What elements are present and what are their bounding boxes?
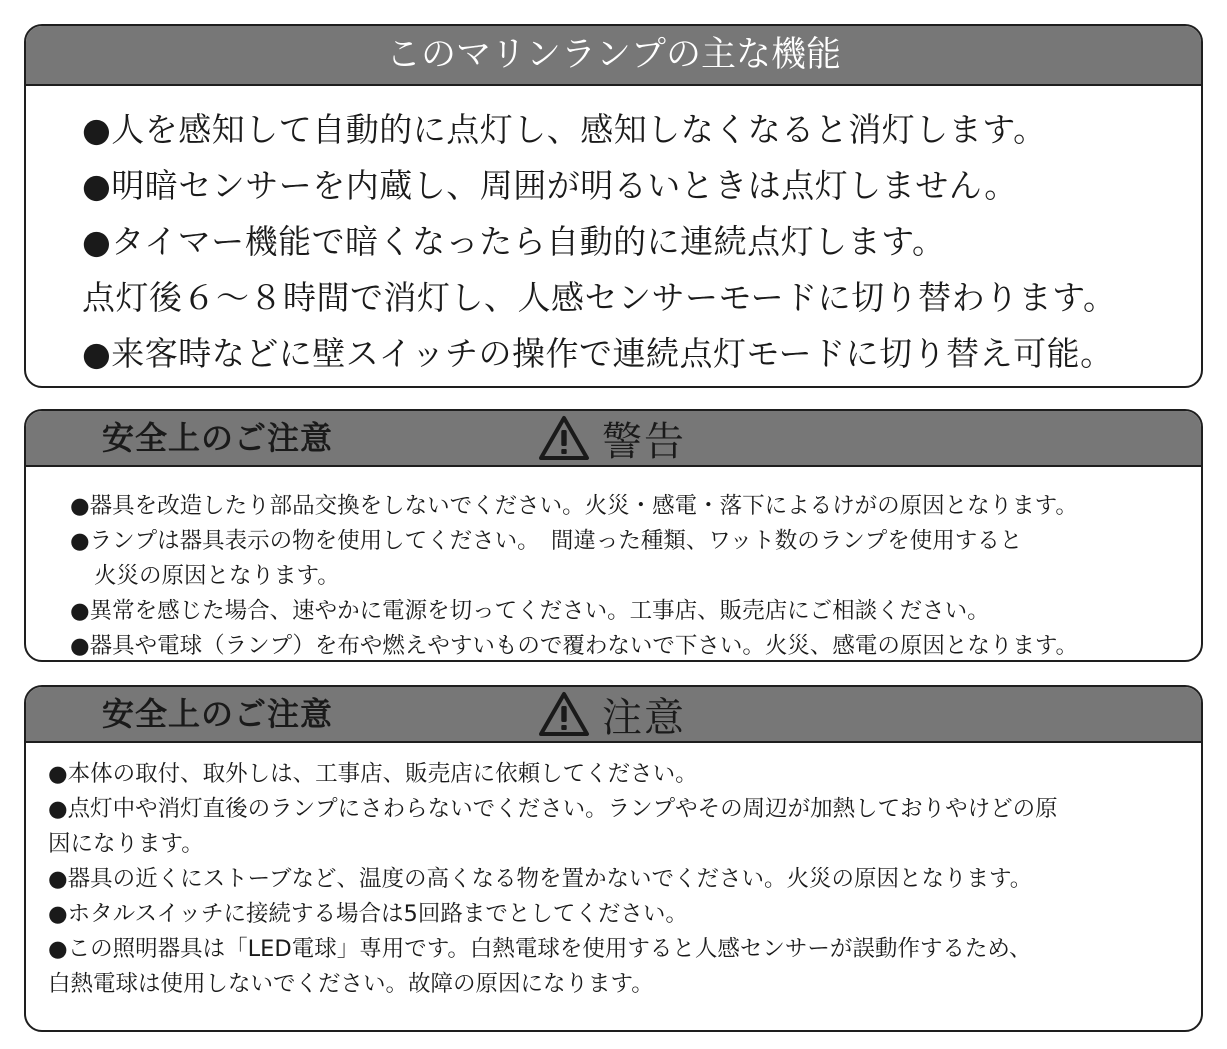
caution-line: ●点灯中や消灯直後のランプにさわらないでください。ランプやその周辺が加熱しておりやけどの原 — [48, 796, 1058, 822]
feature-line: ●人を感知して自動的に点灯し、感知しなくなると消灯します。 — [82, 110, 1047, 149]
caution-header — [26, 687, 1201, 743]
feature-line: ●明暗センサーを内蔵し、周囲が明るいときは点灯しません。 — [82, 166, 1018, 205]
caution-line: ●器具の近くにストーブなど、温度の高くなる物を置かないでください。火災の原因となります。 — [48, 866, 1033, 892]
caution-section-label: 安全上のご注意 — [102, 695, 334, 733]
features-header — [26, 26, 1201, 86]
caution-body — [26, 743, 1201, 1002]
warning-line: ●ランプは器具表示の物を使用してください。 間違った種類、ワット数のランプを使用すると — [70, 528, 1023, 554]
features-body — [26, 86, 1201, 382]
caution-panel — [24, 685, 1203, 1032]
warning-triangle-icon — [538, 415, 590, 461]
warning-title: 警告 — [602, 418, 686, 465]
warning-panel — [24, 409, 1203, 662]
warning-line: ●器具や電球（ランプ）を布や燃えやすいもので覆わないで下さい。火災、感電の原因となります。 — [70, 633, 1079, 659]
warning-heading — [538, 411, 686, 465]
warning-triangle-icon — [538, 691, 590, 737]
caution-title: 注意 — [602, 694, 686, 741]
caution-line: 白熱電球は使用しないでください。故障の原因になります。 — [48, 971, 654, 997]
warning-line: ●器具を改造したり部品交換をしないでください。火災・感電・落下によるけがの原因となります。 — [70, 493, 1078, 519]
warning-section-label: 安全上のご注意 — [102, 419, 334, 457]
feature-line: ●タイマー機能で暗くなったら自動的に連続点灯します。 — [82, 222, 946, 261]
caution-line: ●この照明器具は「LED電球」専用です。白熱電球を使用すると人感センサーが誤動作するため、 — [48, 936, 1032, 962]
warning-header — [26, 411, 1201, 467]
caution-line: 因になります。 — [48, 831, 204, 857]
features-panel — [24, 24, 1203, 388]
feature-line: 点灯後６～８時間で消灯し、人感センサーモードに切り替わります。 — [82, 278, 1117, 317]
features-title: このマリンランプの主な機能 — [385, 35, 841, 75]
warning-body — [26, 467, 1201, 662]
warning-line: 火災の原因となります。 — [94, 563, 340, 589]
caution-heading — [538, 687, 686, 741]
caution-line: ●ホタルスイッチに接続する場合は5回路までとしてください。 — [48, 901, 688, 927]
warning-line: ●異常を感じた場合、速やかに電源を切ってください。工事店、販売店にご相談ください。 — [70, 598, 990, 624]
caution-line: ●本体の取付、取外しは、工事店、販売店に依頼してください。 — [48, 761, 698, 787]
feature-line: ●来客時などに壁スイッチの操作で連続点灯モードに切り替え可能。 — [82, 334, 1114, 373]
